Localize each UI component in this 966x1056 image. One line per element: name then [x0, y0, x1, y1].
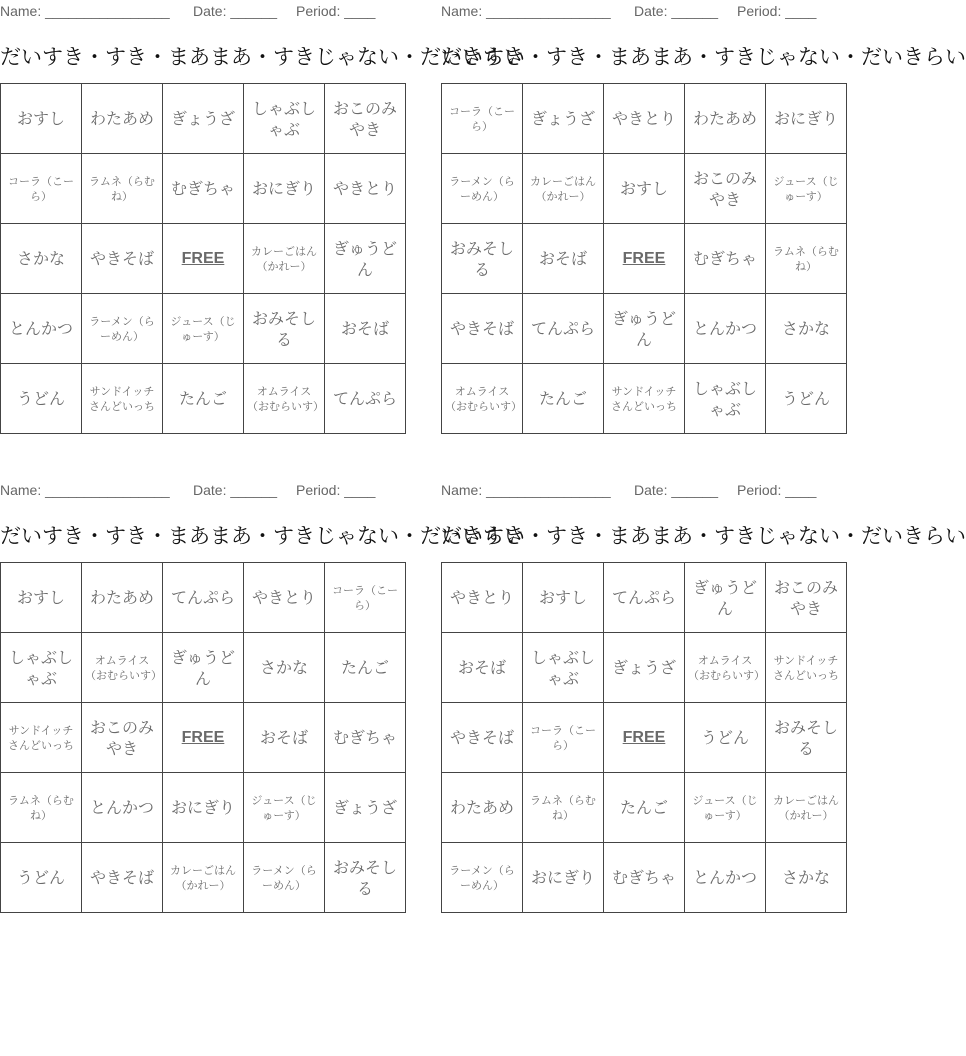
bingo-cell: おみそしる — [766, 703, 847, 773]
bingo-cell: ジュース（じゅーす） — [766, 154, 847, 224]
date-field: Date: ______ — [193, 3, 278, 19]
bingo-cell: さかな — [1, 224, 82, 294]
bingo-cell: サンドイッチさんどいっち — [82, 364, 163, 434]
bingo-row — [442, 843, 847, 913]
free-space: FREE — [163, 703, 244, 773]
bingo-cell: おにぎり — [163, 773, 244, 843]
card-title: だいすき・すき・まあまあ・すきじゃない・だいきらい — [0, 45, 525, 69]
bingo-cell: サンドイッチさんどいっち — [766, 633, 847, 703]
bingo-cell: うどん — [766, 364, 847, 434]
bingo-cell: しゃぶしゃぶ — [1, 633, 82, 703]
free-space: FREE — [163, 224, 244, 294]
bingo-cell: さかな — [244, 633, 325, 703]
bingo-cell: やきそば — [82, 224, 163, 294]
card-header — [0, 3, 378, 19]
bingo-cell: むぎちゃ — [604, 843, 685, 913]
bingo-row — [1, 224, 406, 294]
date-field: Date: ______ — [634, 482, 719, 498]
bingo-cell: ぎゅうどん — [163, 633, 244, 703]
bingo-cell: とんかつ — [82, 773, 163, 843]
bingo-cell: コーラ（こーら） — [523, 703, 604, 773]
bingo-cell: むぎちゃ — [685, 224, 766, 294]
bingo-cell: とんかつ — [685, 843, 766, 913]
bingo-cell: オムライス（おむらいす） — [244, 364, 325, 434]
bingo-cell: むぎちゃ — [163, 154, 244, 224]
bingo-cell: おにぎり — [766, 84, 847, 154]
period-field: Period: ____ — [296, 482, 376, 498]
bingo-cell: わたあめ — [685, 84, 766, 154]
bingo-cell: ぎょうざ — [604, 633, 685, 703]
bingo-row — [442, 703, 847, 773]
name-field: Name: ________________ — [0, 3, 170, 19]
free-space: FREE — [604, 224, 685, 294]
bingo-cell: おそば — [325, 294, 406, 364]
bingo-row — [1, 364, 406, 434]
bingo-cell: おすし — [523, 563, 604, 633]
bingo-cell: おこのみやき — [325, 84, 406, 154]
card-header — [441, 482, 819, 498]
bingo-cell: やきとり — [325, 154, 406, 224]
bingo-cell: カレーごはん（かれー） — [163, 843, 244, 913]
date-field: Date: ______ — [634, 3, 719, 19]
bingo-cell: ラムネ（らむね） — [82, 154, 163, 224]
bingo-cell: おそば — [523, 224, 604, 294]
bingo-cell: コーラ（こーら） — [442, 84, 523, 154]
bingo-cell: ジュース（じゅーす） — [244, 773, 325, 843]
bingo-row — [442, 294, 847, 364]
bingo-cell: たんご — [325, 633, 406, 703]
card-header — [441, 3, 819, 19]
bingo-cell: うどん — [1, 843, 82, 913]
bingo-cell: オムライス（おむらいす） — [685, 633, 766, 703]
bingo-cell: やきそば — [82, 843, 163, 913]
bingo-grid — [441, 562, 847, 913]
date-field: Date: ______ — [193, 482, 278, 498]
bingo-cell: おこのみやき — [685, 154, 766, 224]
bingo-cell: わたあめ — [82, 84, 163, 154]
bingo-cell: わたあめ — [442, 773, 523, 843]
bingo-row — [1, 294, 406, 364]
bingo-cell: てんぷら — [523, 294, 604, 364]
period-field: Period: ____ — [737, 3, 817, 19]
bingo-cell: カレーごはん（かれー） — [244, 224, 325, 294]
free-space: FREE — [604, 703, 685, 773]
bingo-cell: ラーメン（らーめん） — [82, 294, 163, 364]
bingo-cell: おこのみやき — [766, 563, 847, 633]
bingo-grid — [0, 83, 406, 434]
bingo-cell: サンドイッチさんどいっち — [604, 364, 685, 434]
bingo-cell: ラムネ（らむね） — [766, 224, 847, 294]
bingo-cell: おすし — [1, 84, 82, 154]
bingo-grid — [0, 562, 406, 913]
bingo-cell: むぎちゃ — [325, 703, 406, 773]
bingo-cell: おにぎり — [244, 154, 325, 224]
bingo-cell: サンドイッチさんどいっち — [1, 703, 82, 773]
bingo-cell: とんかつ — [1, 294, 82, 364]
bingo-cell: おすし — [604, 154, 685, 224]
bingo-cell: さかな — [766, 294, 847, 364]
bingo-cell: おみそしる — [325, 843, 406, 913]
bingo-cell: ラムネ（らむね） — [523, 773, 604, 843]
card-header — [0, 482, 378, 498]
bingo-cell: しゃぶしゃぶ — [685, 364, 766, 434]
bingo-cell: おみそしる — [244, 294, 325, 364]
bingo-cell: やきとり — [442, 563, 523, 633]
bingo-cell: ぎょうざ — [163, 84, 244, 154]
bingo-row — [1, 154, 406, 224]
bingo-row — [442, 563, 847, 633]
bingo-cell: おこのみやき — [82, 703, 163, 773]
bingo-grid — [441, 83, 847, 434]
bingo-row — [1, 843, 406, 913]
bingo-cell: やきとり — [244, 563, 325, 633]
period-field: Period: ____ — [737, 482, 817, 498]
bingo-cell: ぎゅうどん — [604, 294, 685, 364]
bingo-cell: てんぷら — [604, 563, 685, 633]
bingo-cell: ぎょうざ — [325, 773, 406, 843]
bingo-cell: とんかつ — [685, 294, 766, 364]
bingo-cell: ジュース（じゅーす） — [163, 294, 244, 364]
name-field: Name: ________________ — [0, 482, 170, 498]
bingo-cell: しゃぶしゃぶ — [244, 84, 325, 154]
bingo-cell: ラーメン（らーめん） — [244, 843, 325, 913]
bingo-cell: うどん — [1, 364, 82, 434]
bingo-row — [1, 84, 406, 154]
bingo-cell: ラムネ（らむね） — [1, 773, 82, 843]
card-title: だいすき・すき・まあまあ・すきじゃない・だいきらい — [441, 524, 966, 548]
bingo-cell: オムライス（おむらいす） — [442, 364, 523, 434]
bingo-cell: さかな — [766, 843, 847, 913]
bingo-cell: やきとり — [604, 84, 685, 154]
card-title: だいすき・すき・まあまあ・すきじゃない・だいきらい — [0, 524, 525, 548]
bingo-cell: おみそしる — [442, 224, 523, 294]
bingo-cell: おすし — [1, 563, 82, 633]
bingo-cell: コーラ（こーら） — [325, 563, 406, 633]
name-field: Name: ________________ — [441, 482, 611, 498]
bingo-cell: カレーごはん（かれー） — [523, 154, 604, 224]
bingo-row — [1, 633, 406, 703]
bingo-row — [1, 703, 406, 773]
bingo-cell: ぎゅうどん — [325, 224, 406, 294]
bingo-cell: てんぷら — [163, 563, 244, 633]
bingo-row — [442, 224, 847, 294]
bingo-cell: ぎゅうどん — [685, 563, 766, 633]
card-title: だいすき・すき・まあまあ・すきじゃない・だいきらい — [441, 45, 966, 69]
bingo-cell: しゃぶしゃぶ — [523, 633, 604, 703]
bingo-cell: カレーごはん（かれー） — [766, 773, 847, 843]
period-field: Period: ____ — [296, 3, 376, 19]
bingo-row — [1, 563, 406, 633]
bingo-row — [442, 773, 847, 843]
bingo-cell: たんご — [604, 773, 685, 843]
bingo-row — [442, 154, 847, 224]
bingo-cell: ラーメン（らーめん） — [442, 154, 523, 224]
bingo-cell: たんご — [523, 364, 604, 434]
bingo-cell: おそば — [442, 633, 523, 703]
name-field: Name: ________________ — [441, 3, 611, 19]
bingo-cell: おそば — [244, 703, 325, 773]
bingo-cell: おにぎり — [523, 843, 604, 913]
bingo-cell: やきそば — [442, 703, 523, 773]
bingo-row — [442, 84, 847, 154]
bingo-cell: うどん — [685, 703, 766, 773]
bingo-row — [442, 364, 847, 434]
bingo-cell: オムライス（おむらいす） — [82, 633, 163, 703]
bingo-cell: てんぷら — [325, 364, 406, 434]
bingo-row — [442, 633, 847, 703]
bingo-cell: ぎょうざ — [523, 84, 604, 154]
bingo-row — [1, 773, 406, 843]
bingo-cell: ジュース（じゅーす） — [685, 773, 766, 843]
bingo-cell: コーラ（こーら） — [1, 154, 82, 224]
bingo-cell: わたあめ — [82, 563, 163, 633]
bingo-cell: たんご — [163, 364, 244, 434]
bingo-cell: ラーメン（らーめん） — [442, 843, 523, 913]
bingo-cell: やきそば — [442, 294, 523, 364]
